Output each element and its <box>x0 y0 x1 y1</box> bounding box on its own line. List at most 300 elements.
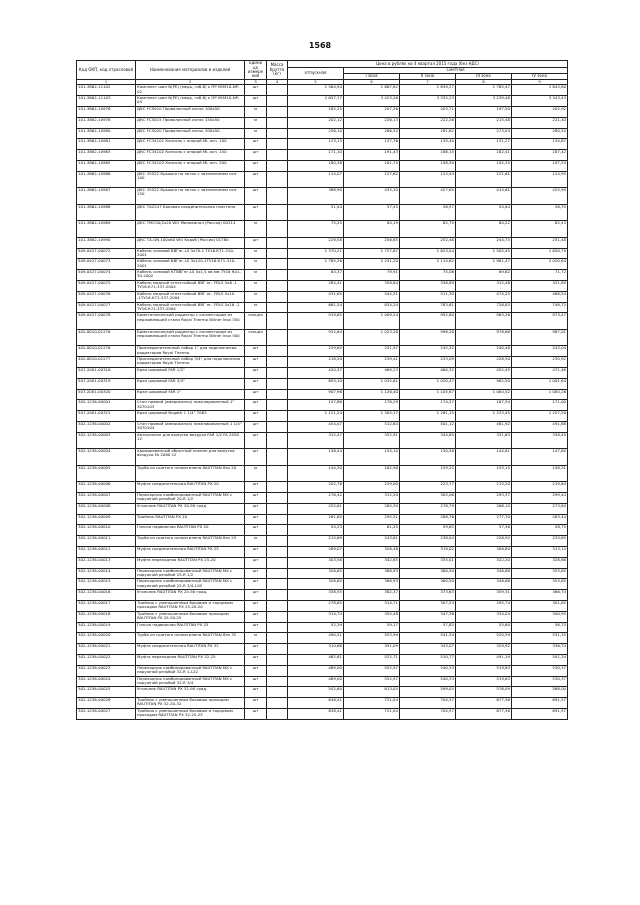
price-zone-1-cell: 162,98 <box>344 465 400 482</box>
price-release-cell: 202,12 <box>288 117 344 128</box>
unit-cell: секция <box>245 313 267 330</box>
code-cell: 101-3862-10976 <box>77 107 136 118</box>
code-cell: 302-1236-00017 <box>77 601 136 612</box>
price-zone-1-cell: 2 251,20 <box>344 259 400 270</box>
price-release-cell: 490,51 <box>288 633 344 644</box>
table-body <box>77 85 568 719</box>
table-row <box>77 150 568 161</box>
name-cell: Присоединительный набор 3/4" для подключения радиаторов Royal Thermo <box>136 357 245 368</box>
code-cell: 302-1236-00008 <box>77 503 136 514</box>
unit-cell: шт <box>245 622 267 633</box>
unit-cell: шт <box>245 708 267 719</box>
price-zone-4-cell: 230,92 <box>512 357 568 368</box>
price-zone-2-cell: 427,65 <box>400 188 456 205</box>
price-zone-1-cell: 295,51 <box>344 514 400 525</box>
price-zone-3-cell: 331,63 <box>456 432 512 449</box>
price-zone-1-cell: 191,43 <box>344 150 400 161</box>
price-zone-1-cell: 229,00 <box>344 482 400 493</box>
price-release-cell: 144,30 <box>288 465 344 482</box>
price-zone-3-cell: 240,48 <box>456 346 512 357</box>
price-release-cell: 202,76 <box>288 482 344 493</box>
price-zone-4-cell: 202,92 <box>512 107 568 118</box>
price-release-cell: 289,07 <box>288 547 344 558</box>
name-cell: Переходник комбинированный RAUTITAN МХ с наружной резьбой 20-R 1/2 <box>136 493 245 504</box>
unit-cell: шт <box>245 357 267 368</box>
code-cell: 101-3862-10986 <box>77 171 136 188</box>
price-zone-2-cell: 996,28 <box>400 329 456 346</box>
price-release-cell: 278,65 <box>288 601 344 612</box>
name-cell: Автоклапан для выпуска воздуха FAR 1/2 FA 2050 12 <box>136 432 245 449</box>
unit-cell: шт <box>245 378 267 389</box>
name-cell: Труба из сшитого полиэтилена RAUTITAN flex 25 <box>136 536 245 547</box>
price-zone-4-cell: 71,72 <box>512 270 568 281</box>
price-zone-2-cell: 501,12 <box>400 421 456 432</box>
mass-cell <box>267 96 288 107</box>
price-zone-1-cell: 256,85 <box>344 237 400 248</box>
price-zone-4-cell: 321,89 <box>512 280 568 291</box>
price-release-cell: 185,25 <box>288 107 344 118</box>
price-zone-3-cell: 312,48 <box>456 280 512 291</box>
mass-cell <box>267 493 288 504</box>
price-zone-2-cell: 233,09 <box>400 357 456 368</box>
column-number: 5 <box>288 80 344 85</box>
unit-cell: шт <box>245 590 267 601</box>
price-zone-3-cell: 329,92 <box>456 644 512 655</box>
price-release-cell: 893,10 <box>288 378 344 389</box>
mass-cell <box>267 150 288 161</box>
price-zone-1-cell: 239,41 <box>344 357 400 368</box>
table-row <box>77 579 568 590</box>
name-cell: Стон прямой (американка) никелированный 1 1/4" 3070104 <box>136 421 245 432</box>
code-cell: 101-3862-10978 <box>77 117 136 128</box>
name-cell: Муфта переходная RAUTITAN PX 32-25 <box>136 654 245 665</box>
unit-cell: шт <box>245 432 267 449</box>
price-zone-2-cell: 460,32 <box>400 367 456 378</box>
code-cell: 302-1236-00014 <box>77 568 136 579</box>
price-release-cell: 123,13 <box>288 139 344 150</box>
price-zone-3-cell: 182,41 <box>456 150 512 161</box>
mass-cell <box>267 270 288 281</box>
price-zone-2-cell: 599,05 <box>400 687 456 698</box>
price-zone-3-cell: 1 505,45 <box>456 248 512 259</box>
table-row <box>77 389 568 400</box>
mass-cell <box>267 557 288 568</box>
unit-cell: м <box>245 221 267 238</box>
table-row <box>77 676 568 687</box>
table-row <box>77 568 568 579</box>
code-cell: 302-1236-00002 <box>77 421 136 432</box>
table-row <box>77 633 568 644</box>
unit-cell: шт <box>245 85 267 96</box>
price-zone-2-cell: 288,76 <box>400 514 456 525</box>
code-cell: 302-1236-00026 <box>77 698 136 709</box>
price-zone-1-cell: 1 727,87 <box>344 248 400 259</box>
price-zone-1-cell: 243,61 <box>344 536 400 547</box>
code-cell: 509-0427-00074 <box>77 270 136 281</box>
header-zone-3: III зона <box>456 74 512 80</box>
price-zone-4-cell: 1 001,64 <box>512 378 568 389</box>
price-zone-1-cell: 286,52 <box>344 128 400 139</box>
price-zone-4-cell: 2 020,64 <box>512 259 568 270</box>
price-zone-4-cell: 340,95 <box>512 611 568 622</box>
name-cell: Присоединительный набор 1" для подключения радиаторов Royal Thermo <box>136 346 245 357</box>
price-zone-1-cell: 312,20 <box>344 493 400 504</box>
name-cell: Кабель силовой КГВВГнг-LS 5х1,5 яв.мм ТУ16 К01-30-2002 <box>136 270 245 281</box>
price-zone-3-cell: 1 765,47 <box>456 85 512 96</box>
price-release-cell: 462,61 <box>288 654 344 665</box>
code-cell: 101-3862-10980 <box>77 128 136 139</box>
price-zone-4-cell: 233,65 <box>512 536 568 547</box>
code-cell: 302-1236-00019 <box>77 622 136 633</box>
price-release-cell: 431,65 <box>288 291 344 302</box>
table-row <box>77 449 568 466</box>
code-cell: 302-1236-00024 <box>77 676 136 687</box>
price-zone-3-cell: 334,04 <box>456 611 512 622</box>
price-zone-2-cell: 540,33 <box>400 676 456 687</box>
code-cell: 402-8010-01276 <box>77 346 136 357</box>
price-zone-1-cell: 79,91 <box>344 270 400 281</box>
name-cell: Кабель медный огнестойкий ВВГ нг- FRLS 5х6 -1 ТУ16.К71-337-2004 <box>136 280 245 291</box>
mass-cell <box>267 302 288 313</box>
mass-cell <box>267 248 288 259</box>
table-row <box>77 291 568 302</box>
price-zone-3-cell: 474,25 <box>456 291 512 302</box>
unit-cell: шт <box>245 411 267 422</box>
unit-cell: шт <box>245 400 267 411</box>
price-zone-1-cell: 613,05 <box>344 687 400 698</box>
price-zone-3-cell: 121,61 <box>456 171 512 188</box>
mass-cell <box>267 536 288 547</box>
table-row <box>77 160 568 171</box>
price-zone-1-cell: 201,75 <box>344 160 400 171</box>
code-cell: 302-1236-00015 <box>77 579 136 590</box>
price-zone-4-cell: 530,37 <box>512 676 568 687</box>
price-zone-2-cell: 223,77 <box>400 482 456 493</box>
price-zone-3-cell: 346,68 <box>456 568 512 579</box>
price-zone-1-cell: 512,84 <box>344 421 400 432</box>
unit-cell: м <box>245 302 267 313</box>
page-number: 1568 <box>308 41 332 50</box>
price-zone-3-cell: 677,56 <box>456 708 512 719</box>
name-cell: Гильза надвижная RAUTITAN PX 25 <box>136 622 245 633</box>
price-release-cell: 171,10 <box>288 150 344 161</box>
mass-cell <box>267 259 288 270</box>
table-row <box>77 329 568 346</box>
price-release-cell: 229,58 <box>288 237 344 248</box>
price-release-cell: 252,61 <box>288 503 344 514</box>
price-release-cell: 661,54 <box>288 302 344 313</box>
price-release-cell: 489,00 <box>288 665 344 676</box>
unit-cell: м <box>245 536 267 547</box>
table-row <box>77 204 568 221</box>
price-release-cell: 420,37 <box>288 367 344 378</box>
price-zone-4-cell: 283,44 <box>512 514 568 525</box>
table-row <box>77 547 568 558</box>
mass-cell <box>267 590 288 601</box>
price-zone-3-cell: 359,31 <box>456 590 512 601</box>
code-cell: 509-0427-00077 <box>77 302 136 313</box>
price-release-cell: 180,38 <box>288 160 344 171</box>
price-release-cell: 256,10 <box>288 128 344 139</box>
name-cell: Труба из сшитого полиэтилена RAUTITAN flex 32 <box>136 633 245 644</box>
table-row <box>77 280 568 291</box>
price-zone-4-cell: 987,01 <box>512 329 568 346</box>
name-cell: ДКС 35522 Крышка на лоток с заземлением осн. 100 <box>136 171 245 188</box>
unit-cell: секция <box>245 329 267 346</box>
unit-cell: м <box>245 633 267 644</box>
price-zone-2-cell: 1 020,47 <box>400 378 456 389</box>
name-cell: Муфта соединительная RAUTITAN PX 32 <box>136 644 245 655</box>
name-cell: Угольник RAUTITAN PX 25-90 град. <box>136 590 245 601</box>
name-cell: ДКС FC34101 Консоль с опорой ML осн. 100 <box>136 139 245 150</box>
mass-cell <box>267 654 288 665</box>
table-row <box>77 590 568 601</box>
unit-cell: м <box>245 248 267 259</box>
price-release-cell: 542,60 <box>288 687 344 698</box>
unit-cell: м <box>245 465 267 482</box>
price-zone-4-cell: 243,04 <box>512 346 568 357</box>
price-zone-1-cell: 358,64 <box>344 280 400 291</box>
unit-cell: м <box>245 270 267 281</box>
price-zone-4-cell: 366,74 <box>512 590 568 601</box>
price-zone-1-cell: 553,99 <box>344 633 400 644</box>
header-price-group: Цена в рублях на 4 квартал 2015 года (без НДС) <box>288 61 568 68</box>
name-cell: ДКС FC34102 Консоль с опорой ML осн. 150 <box>136 150 245 161</box>
price-release-cell: 215,69 <box>288 536 344 547</box>
header-release-price: отпускная <box>288 68 344 80</box>
table-row <box>77 107 568 118</box>
mass-cell <box>267 579 288 590</box>
price-zone-3-cell: 3 239,48 <box>456 96 512 107</box>
price-zone-4-cell: 171,00 <box>512 400 568 411</box>
price-zone-4-cell: 501,34 <box>512 654 568 665</box>
price-release-cell: 114,07 <box>288 171 344 188</box>
code-cell: 507-2001-00321 <box>77 411 136 422</box>
mass-cell <box>267 389 288 400</box>
price-release-cell: 310,66 <box>288 644 344 655</box>
price-release-cell: 2 657,77 <box>288 96 344 107</box>
code-cell: 101-3862-10983 <box>77 150 136 161</box>
name-cell: Труба из сшитого полиэтилена RAUTITAN flex 20 <box>136 465 245 482</box>
table-row <box>77 270 568 281</box>
price-zone-2-cell: 222,26 <box>400 117 456 128</box>
column-number: 6 <box>344 80 400 85</box>
price-release-cell: 63,37 <box>288 270 344 281</box>
mass-cell <box>267 465 288 482</box>
price-zone-2-cell: 1 105,87 <box>400 389 456 400</box>
code-cell: 302-1236-00007 <box>77 493 136 504</box>
name-cell: ДКС 35522 Крышка на лоток с заземлением осн. 150 <box>136 188 245 205</box>
price-zone-4-cell: 147,80 <box>512 449 568 466</box>
code-cell: 507-2001-00316 <box>77 367 136 378</box>
name-cell: Угольник RAUTITAN PX 32-90 град. <box>136 687 245 698</box>
table-row <box>77 85 568 96</box>
price-zone-4-cell: 691,57 <box>512 698 568 709</box>
code-cell: 302-1236-00013 <box>77 557 136 568</box>
code-cell: 509-0427-00073 <box>77 259 136 270</box>
price-zone-2-cell: 245,32 <box>400 346 456 357</box>
price-zone-2-cell: 135,40 <box>400 139 456 150</box>
table-header <box>77 61 568 85</box>
price-zone-1-cell: 314,71 <box>344 601 400 612</box>
price-zone-1-cell: 59,17 <box>344 622 400 633</box>
unit-cell: шт <box>245 171 267 188</box>
price-zone-4-cell: 328,86 <box>512 557 568 568</box>
price-zone-1-cell: 721,04 <box>344 708 400 719</box>
price-zone-3-cell: 295,74 <box>456 601 512 612</box>
mass-cell <box>267 644 288 655</box>
price-zone-1-cell: 251,97 <box>344 346 400 357</box>
price-zone-1-cell: 522,71 <box>344 654 400 665</box>
price-zone-2-cell: 238,04 <box>400 536 456 547</box>
name-cell: Муфта переходная RAUTITAN PX 25-20 <box>136 557 245 568</box>
name-cell: Кабель силовой ВВГнг-LS 3х120-1ТУ16.К71-310-2001 <box>136 259 245 270</box>
table-row <box>77 493 568 504</box>
unit-cell: шт <box>245 237 267 248</box>
name-cell: ДКС FC5020 Проволочный лоток 200х50 <box>136 128 245 139</box>
price-release-cell: 303,56 <box>288 557 344 568</box>
price-release-cell: 284,41 <box>288 280 344 291</box>
price-release-cell: 229,65 <box>288 346 344 357</box>
name-cell: Тройник с уменьшенным боковым и торцевым проходом RAUTITAN PX 25-20-20 <box>136 601 245 612</box>
price-zone-4-cell: 425,99 <box>512 188 568 205</box>
name-cell: Муфта соединительная RAUTITAN PX 25 <box>136 547 245 558</box>
table-row <box>77 357 568 368</box>
price-zone-1-cell: 1 126,40 <box>344 389 400 400</box>
price-zone-4-cell: 134,87 <box>512 139 568 150</box>
unit-cell: шт <box>245 493 267 504</box>
name-cell: Кран шаровый FAR 3/4" <box>136 378 245 389</box>
table-row <box>77 346 568 357</box>
price-zone-3-cell: 273,03 <box>456 128 512 139</box>
price-zone-3-cell: 576,09 <box>456 687 512 698</box>
price-zone-1-cell: 326,48 <box>344 547 400 558</box>
name-cell: Стон прямой (американка) никелированный 1" 3070103 <box>136 400 245 411</box>
price-zone-3-cell: 131,27 <box>456 139 512 150</box>
price-zone-3-cell: 244,75 <box>456 237 512 248</box>
price-zone-2-cell: 541,34 <box>400 633 456 644</box>
price-zone-3-cell: 144,81 <box>456 449 512 466</box>
mass-cell <box>267 221 288 238</box>
price-release-cell: 312,47 <box>288 432 344 449</box>
mass-cell <box>267 280 288 291</box>
code-cell: 302-1236-00023 <box>77 665 136 676</box>
price-zone-2-cell: 3 335,23 <box>400 96 456 107</box>
price-zone-4-cell: 471,46 <box>512 367 568 378</box>
code-cell: 509-0427-00072 <box>77 248 136 259</box>
name-cell: Кран шаровый Bugatti 1 1/4" 7063 <box>136 411 245 422</box>
price-zone-2-cell: 511,30 <box>400 291 456 302</box>
code-cell: 302-1236-00011 <box>77 536 136 547</box>
code-cell: 101-3862-10981 <box>77 139 136 150</box>
unit-cell: шт <box>245 449 267 466</box>
name-cell: Тройник с уменьшенным боковым проходом RAUTITAN PX 25-20-25 <box>136 611 245 622</box>
price-zone-2-cell: 125,44 <box>400 171 456 188</box>
price-zone-3-cell: 153,15 <box>456 465 512 482</box>
price-zone-3-cell: 726,83 <box>456 302 512 313</box>
mass-cell <box>267 525 288 536</box>
code-cell: 101-3862-10987 <box>77 188 136 205</box>
price-zone-1-cell: 469,23 <box>344 367 400 378</box>
mass-cell <box>267 188 288 205</box>
price-release-cell: 338,55 <box>288 590 344 601</box>
code-cell: 302-1236-00010 <box>77 525 136 536</box>
unit-cell: шт <box>245 611 267 622</box>
price-zone-2-cell: 56,57 <box>400 204 456 221</box>
name-cell: Муфта соединительная RAUTITAN PX 20 <box>136 482 245 493</box>
price-zone-3-cell: 215,48 <box>456 117 512 128</box>
price-zone-3-cell: 268,10 <box>456 503 512 514</box>
table-row <box>77 644 568 655</box>
price-zone-2-cell: 336,89 <box>400 280 456 291</box>
table-row <box>77 611 568 622</box>
price-zone-1-cell: 3 423,26 <box>344 96 400 107</box>
price-zone-3-cell: 978,66 <box>456 329 512 346</box>
table-row <box>77 665 568 676</box>
table-row <box>77 421 568 432</box>
price-zone-4-cell: 187,42 <box>512 150 568 161</box>
price-release-cell: 326,65 <box>288 568 344 579</box>
unit-cell: шт <box>245 503 267 514</box>
price-zone-4-cell: 56,35 <box>512 204 568 221</box>
price-zone-2-cell: 307,53 <box>400 601 456 612</box>
name-cell: ДКС ТА2247 Боковая соединительная пластина <box>136 204 245 221</box>
price-zone-4-cell: 1 257,50 <box>512 411 568 422</box>
mass-cell <box>267 568 288 579</box>
mass-cell <box>267 698 288 709</box>
price-zone-1-cell: 127,62 <box>344 171 400 188</box>
header-zone-2: II зона <box>400 74 456 80</box>
price-zone-3-cell: 452,45 <box>456 367 512 378</box>
table-row <box>77 400 568 411</box>
price-zone-3-cell: 167,54 <box>456 400 512 411</box>
price-zone-3-cell: 322,20 <box>456 557 512 568</box>
name-cell: Переходник комбинированный RAUTITAN МХ с наружной резьбой 32-R 1-L22 <box>136 665 245 676</box>
price-zone-1-cell: 351,09 <box>344 644 400 655</box>
price-release-cell: 1 121,24 <box>288 411 344 422</box>
price-zone-2-cell: 188,15 <box>400 150 456 161</box>
name-cell: Комплект шин N(PE) (медь, габ.8) к ПР УКМ10-NP-04 <box>136 96 245 107</box>
mass-cell <box>267 237 288 248</box>
price-zone-3-cell: 293,37 <box>456 493 512 504</box>
price-release-cell: 932,64 <box>288 329 344 346</box>
unit-cell: м <box>245 117 267 128</box>
table-row <box>77 525 568 536</box>
unit-cell: м <box>245 259 267 270</box>
unit-cell: шт <box>245 204 267 221</box>
price-table <box>76 60 568 720</box>
table-row <box>77 128 568 139</box>
price-zone-4-cell: 336,74 <box>512 644 568 655</box>
mass-cell <box>267 482 288 493</box>
unit-cell: шт <box>245 687 267 698</box>
price-release-cell: 51,44 <box>288 204 344 221</box>
code-cell: 302-1236-00003 <box>77 432 136 449</box>
price-zone-1-cell: 352,91 <box>344 432 400 449</box>
column-number: 1 <box>77 80 136 85</box>
code-cell: 302-1236-00016 <box>77 590 136 601</box>
price-zone-1-cell: 1 032,61 <box>344 378 400 389</box>
unit-cell: шт <box>245 568 267 579</box>
name-cell: ДКС FC5010 Проволочный лоток 100х50 <box>136 107 245 118</box>
table-row <box>77 139 568 150</box>
name-cell: ДКС FC34103 Консоль с опорой ML осн. 200 <box>136 160 245 171</box>
price-zone-4-cell: 338,49 <box>512 432 568 449</box>
code-cell: 302-1236-00012 <box>77 547 136 558</box>
price-zone-3-cell: 55,60 <box>456 622 512 633</box>
price-zone-3-cell: 481,92 <box>456 421 512 432</box>
unit-cell: шт <box>245 188 267 205</box>
